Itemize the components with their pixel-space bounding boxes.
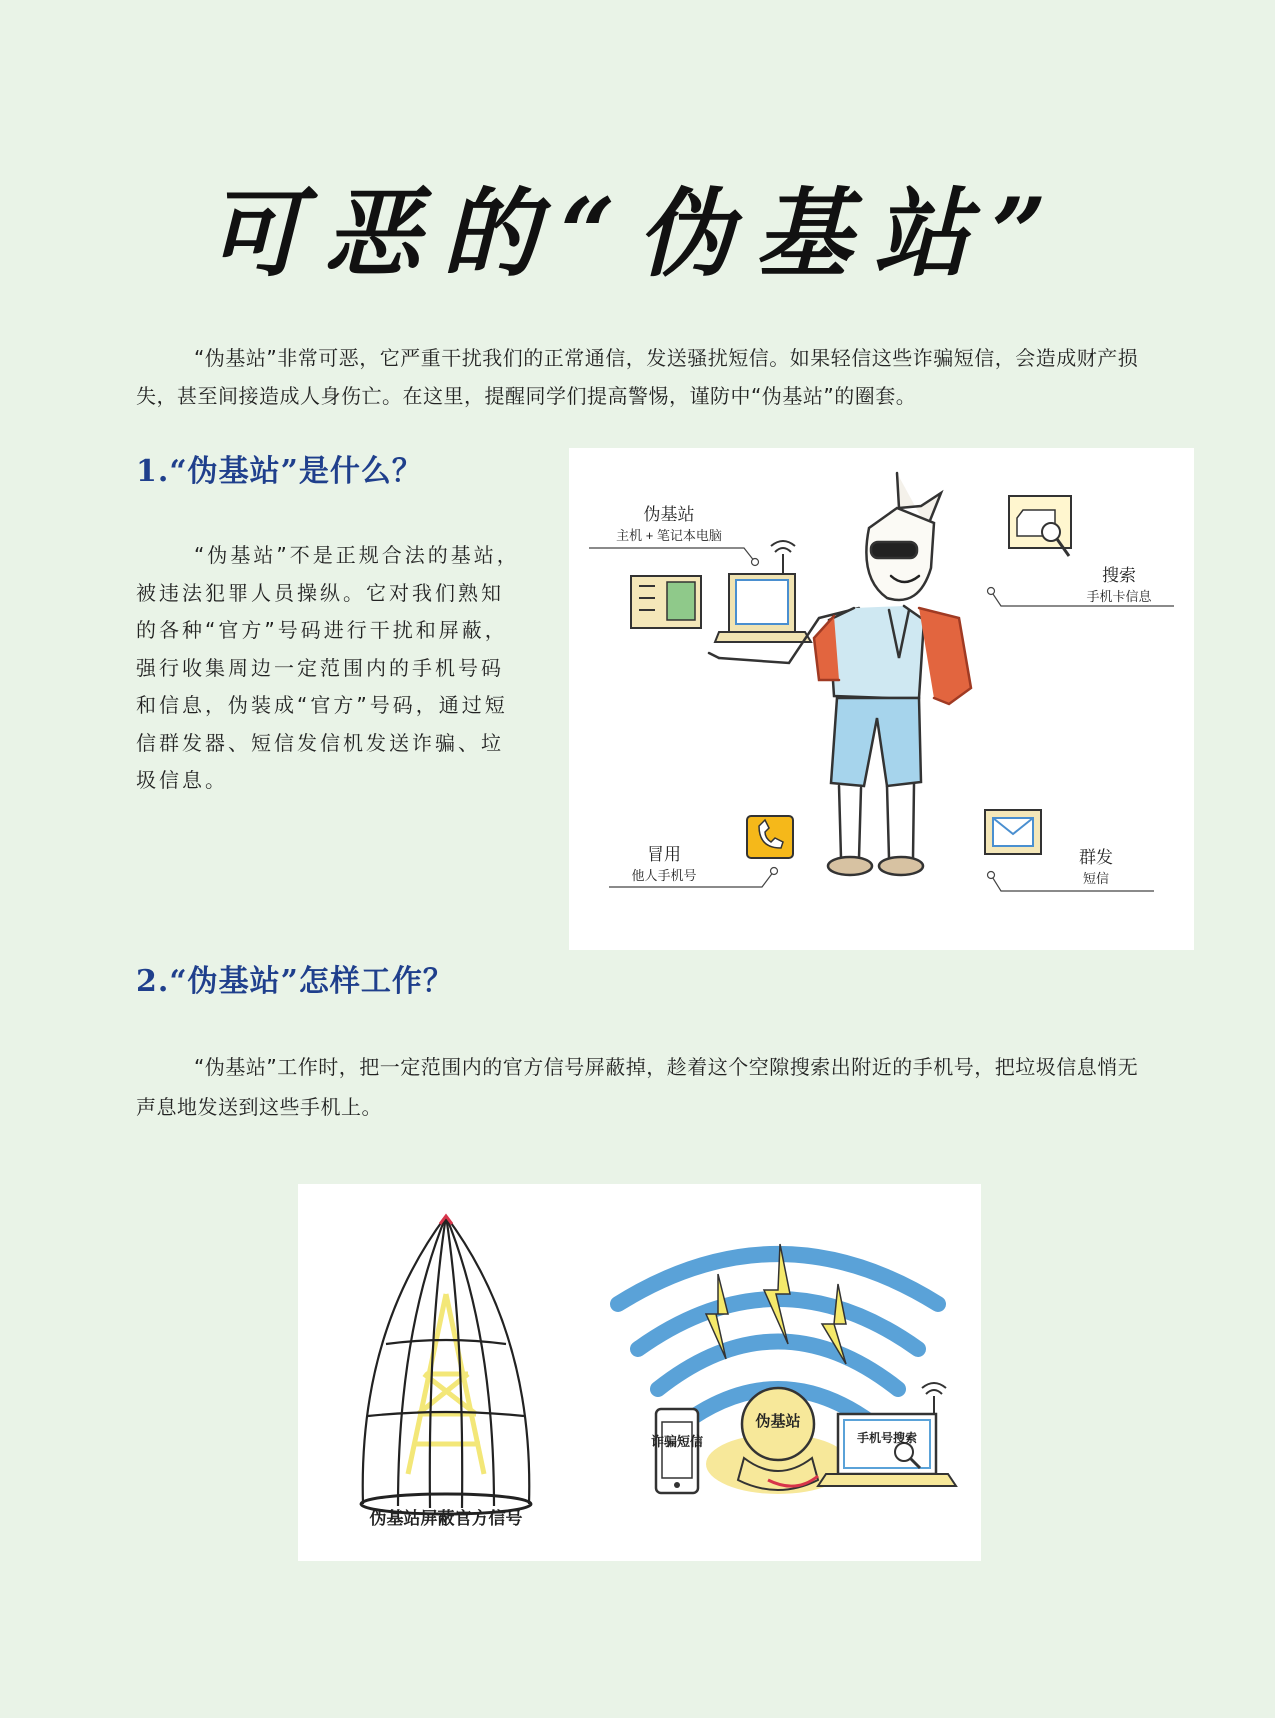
mail-icon bbox=[985, 810, 1041, 854]
section2-heading: 2.“伪基站”怎样工作？ bbox=[136, 964, 454, 999]
station-text: 伪基站 bbox=[755, 1412, 801, 1430]
fake-base-station-illustration bbox=[569, 448, 1194, 950]
label-mass-send-sub: 短信 bbox=[1082, 871, 1109, 886]
label-mass-send-main: 群发 bbox=[1079, 848, 1113, 867]
cage-caption: 伪基站屏蔽官方信号 bbox=[369, 1509, 523, 1529]
label-fake-station bbox=[603, 500, 735, 544]
section1-heading: 1.“伪基站”是什么？ bbox=[136, 454, 423, 489]
label-search-main: 搜索 bbox=[1102, 566, 1136, 585]
intro-paragraph: “伪基站”非常可恶，它严重干扰我们的正常通信，发送骚扰短信。如果轻信这些诈骗短信，会造成财产损失，甚至间接造成人身伤亡。在这里，提醒同学们提高警惕，谨防中“伪基站”的圈套。 bbox=[136, 346, 1139, 408]
label-fake-station-main: 伪基站 bbox=[643, 505, 695, 524]
label-search bbox=[1069, 561, 1169, 605]
phone-text: 诈骗短信 bbox=[650, 1435, 704, 1450]
search-card-icon bbox=[1009, 496, 1071, 556]
phone-icon bbox=[656, 1409, 698, 1493]
section2-body: “伪基站”工作时，把一定范围内的官方信号屏蔽掉，趁着这个空隙搜索出附近的手机号，把垃圾信息悄无声息地发送到这些手机上。 bbox=[136, 1055, 1139, 1119]
label-impersonate bbox=[619, 840, 709, 884]
label-impersonate-sub: 他人手机号 bbox=[631, 868, 697, 883]
label-fake-station-sub: 主机 + 笔记本电脑 bbox=[616, 528, 722, 543]
person-figure bbox=[709, 473, 971, 875]
label-impersonate-main: 冒用 bbox=[647, 845, 681, 864]
laptop-text: 手机号搜索 bbox=[856, 1431, 918, 1445]
phone-call-icon bbox=[747, 816, 793, 858]
laptop-icon bbox=[715, 541, 811, 642]
birdcage-icon bbox=[361, 1216, 531, 1514]
label-search-sub: 手机卡信息 bbox=[1086, 589, 1152, 604]
page-title: 可恶的“伪基站” bbox=[206, 177, 1069, 290]
label-mass-send bbox=[1061, 843, 1131, 887]
device-board-icon bbox=[631, 576, 701, 628]
how-it-works-illustration bbox=[298, 1184, 981, 1561]
how-it-works-drawing bbox=[298, 1184, 981, 1561]
section1-body: “伪基站”不是正规合法的基站，被违法犯罪人员操纵。它对我们熟知的各种“官方”号码进行干扰和屏蔽，强行收集周边一定范围内的手机号码和信息，伪装成“官方”号码，通过短信群发器、短信发信机发送诈骗、垃圾信息。 bbox=[136, 543, 520, 792]
